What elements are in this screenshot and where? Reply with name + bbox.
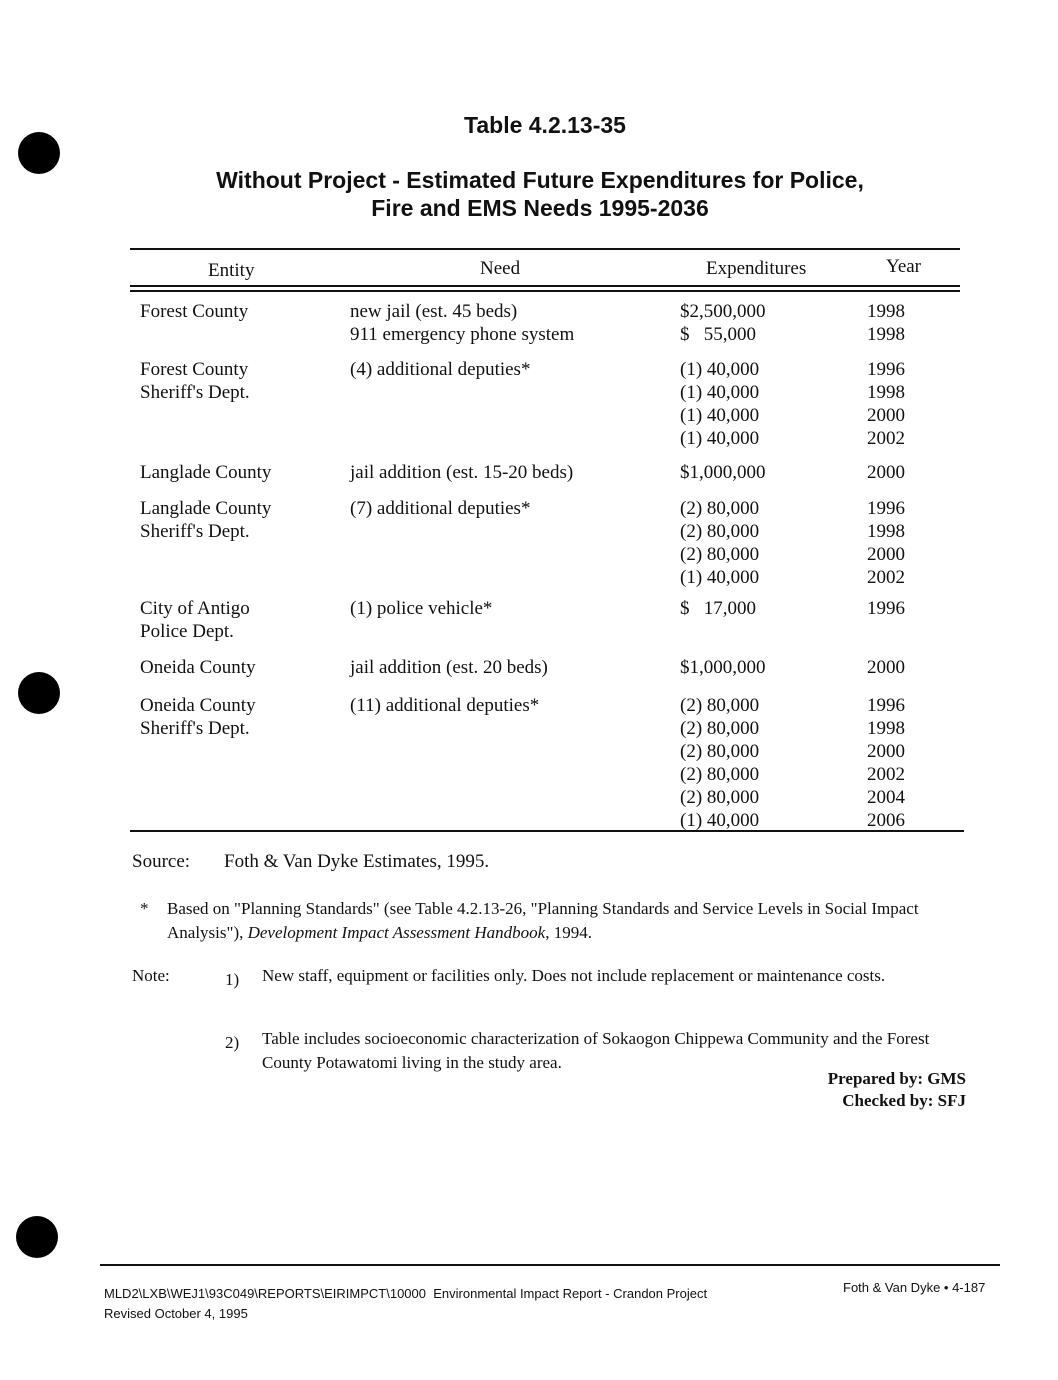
expenditure-cell: (1) 40,000 — [680, 810, 760, 831]
expenditure-cell: (1) 40,000 — [680, 428, 760, 449]
year-cell: 1998 — [867, 382, 905, 403]
note-number: 2) — [225, 1033, 240, 1052]
need-cell: (7) additional deputies* — [350, 498, 531, 519]
year-cell: 2002 — [867, 428, 905, 449]
note-label: Note: — [132, 966, 170, 985]
expenditure-cell: (2) 80,000 — [680, 764, 760, 785]
need-cell: 911 emergency phone system — [350, 324, 575, 345]
footnote-text-b: , 1994. — [545, 923, 592, 942]
need-cell: jail addition (est. 15-20 beds) — [350, 462, 574, 483]
year-cell: 1996 — [867, 359, 905, 380]
footer-page-number: Foth & Van Dyke • 4-187 — [843, 1280, 986, 1295]
entity-cell: Oneida County — [140, 695, 256, 716]
column-header-year: Year — [886, 256, 922, 277]
column-header-expenditures: Expenditures — [706, 258, 807, 279]
table-bottom-rule — [130, 830, 964, 832]
expenditure-cell: (1) 40,000 — [680, 405, 760, 426]
entity-cell: Langlade County — [140, 462, 272, 483]
note-text: Table includes socioeconomic characterization of Sokaogon Chippewa Community and the Forest County Potawatomi living in the study area. — [262, 1029, 930, 1072]
year-cell: 1996 — [867, 695, 905, 716]
need-cell: (1) police vehicle* — [350, 598, 493, 619]
table-subtitle — [0, 166, 1058, 222]
binder-hole-middle — [18, 672, 60, 714]
column-header-entity: Entity — [208, 260, 255, 281]
year-cell: 2002 — [867, 764, 905, 785]
header-rule-2 — [130, 290, 960, 292]
expenditure-cell: $1,000,000 — [680, 462, 766, 483]
expenditure-cell: $ 55,000 — [680, 324, 756, 345]
prepared-by: Prepared by: GMS — [827, 1069, 966, 1088]
subtitle-line: Without Project - Estimated Future Expenditures for Police, — [216, 167, 864, 193]
footnote-asterisk — [140, 897, 960, 945]
entity-cell: Forest County — [140, 359, 249, 380]
source-text: Foth & Van Dyke Estimates, 1995. — [224, 851, 490, 872]
footnote-text-a: Based on "Planning Standards" (see Table 4.2.13-26, "Planning Standards and Service Levels in Social Impact Analysis"), — [167, 899, 919, 942]
year-cell: 2000 — [867, 741, 905, 762]
year-cell: 1996 — [867, 598, 905, 619]
footer-path: MLD2\LXB\WEJ1\93C049\REPORTS\EIRIMPCT\10000 — [104, 1286, 426, 1301]
expenditure-cell: (1) 40,000 — [680, 382, 760, 403]
footer-revised: Revised October 4, 1995 — [104, 1306, 248, 1321]
expenditure-cell: $2,500,000 — [680, 301, 766, 322]
asterisk-mark: * — [140, 899, 149, 918]
entity-cell: Sheriff's Dept. — [140, 718, 250, 739]
year-cell: 2000 — [867, 544, 905, 565]
expenditure-cell: (2) 80,000 — [680, 498, 760, 519]
expenditure-cell: $1,000,000 — [680, 657, 766, 678]
year-cell: 2004 — [867, 787, 905, 808]
year-cell: 2000 — [867, 657, 905, 678]
expenditure-cell: (2) 80,000 — [680, 718, 760, 739]
expenditure-cell: (2) 80,000 — [680, 695, 760, 716]
source-line — [132, 851, 489, 873]
entity-cell: Police Dept. — [140, 621, 234, 642]
year-cell: 2006 — [867, 810, 905, 831]
need-cell: jail addition (est. 20 beds) — [350, 657, 548, 678]
expenditure-cell: (1) 40,000 — [680, 359, 760, 380]
footer-doc-title: Environmental Impact Report - Crandon Project — [433, 1286, 708, 1301]
need-cell: new jail (est. 45 beds) — [350, 301, 518, 322]
year-cell: 2000 — [867, 405, 905, 426]
source-label: Source: — [132, 851, 191, 872]
note-text: New staff, equipment or facilities only. Does not include replacement or maintenance costs. — [262, 966, 886, 985]
entity-cell: Forest County — [140, 301, 249, 322]
entity-cell: Sheriff's Dept. — [140, 382, 250, 403]
entity-cell: City of Antigo — [140, 598, 250, 619]
note-number: 1) — [225, 970, 240, 989]
header-rule-1 — [130, 285, 960, 287]
footer-path-line — [104, 1284, 707, 1304]
entity-cell: Langlade County — [140, 498, 272, 519]
need-cell: (4) additional deputies* — [350, 359, 531, 380]
year-cell: 1998 — [867, 301, 905, 322]
year-cell: 2000 — [867, 462, 905, 483]
expenditure-cell: (2) 80,000 — [680, 544, 760, 565]
prepared-block — [828, 1068, 966, 1112]
need-cell: (11) additional deputies* — [350, 695, 540, 716]
column-header-need: Need — [480, 258, 521, 279]
year-cell: 1998 — [867, 718, 905, 739]
footer-left — [104, 1284, 707, 1324]
footer-rule — [100, 1264, 1000, 1266]
year-cell: 1998 — [867, 521, 905, 542]
footnote-text — [167, 897, 960, 945]
year-cell: 1996 — [867, 498, 905, 519]
year-cell: 1998 — [867, 324, 905, 345]
expenditure-cell: (2) 80,000 — [680, 521, 760, 542]
entity-cell: Sheriff's Dept. — [140, 521, 250, 542]
footnote-handbook-title: Development Impact Assessment Handbook — [247, 923, 546, 942]
table-title: Table 4.2.13-35 — [464, 112, 626, 138]
expenditure-cell: (2) 80,000 — [680, 741, 760, 762]
binder-hole-bottom — [16, 1216, 58, 1258]
expenditure-cell: (2) 80,000 — [680, 787, 760, 808]
expenditure-cell: $ 17,000 — [680, 598, 756, 619]
year-cell: 2002 — [867, 567, 905, 588]
table-top-rule — [130, 248, 960, 250]
entity-cell: Oneida County — [140, 657, 256, 678]
checked-by: Checked by: SFJ — [842, 1091, 966, 1110]
subtitle-line: Fire and EMS Needs 1995-2036 — [371, 195, 709, 221]
expenditure-cell: (1) 40,000 — [680, 567, 760, 588]
